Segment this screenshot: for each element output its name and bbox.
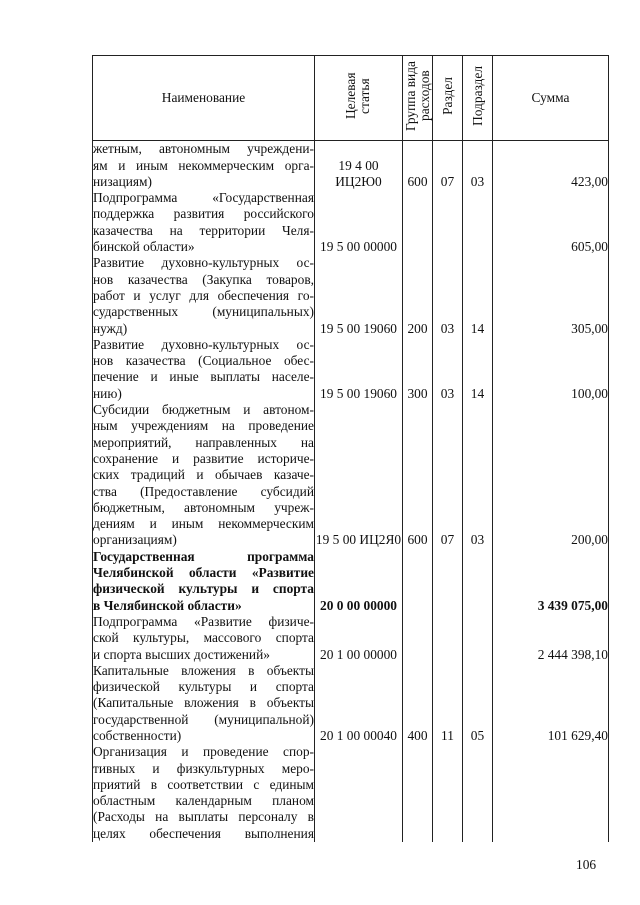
row-name-line: ства (Предоставление субсидий bbox=[93, 483, 314, 499]
row-name-line: нов казачества (Социальное обес- bbox=[93, 353, 314, 369]
row-section: 11 bbox=[433, 663, 463, 744]
row-target-article: 19 5 00 19060 bbox=[315, 337, 403, 402]
row-name-line: Подпрограмма «Развитие физиче- bbox=[93, 613, 314, 629]
header-target-article: Целевая статья bbox=[315, 56, 403, 141]
page-number: 106 bbox=[576, 857, 597, 872]
table-row bbox=[93, 549, 609, 614]
header-section: Раздел bbox=[433, 56, 463, 141]
row-subsection: 03 bbox=[463, 402, 493, 549]
row-section: 03 bbox=[433, 255, 463, 336]
table-row bbox=[93, 337, 609, 402]
row-name-line: нов казачества (Закупка товаров, bbox=[93, 271, 314, 287]
row-subsection bbox=[463, 549, 493, 614]
row-name-line: ным учреждениям на проведение bbox=[93, 418, 314, 434]
row-name-line: государственной (муниципальной) bbox=[93, 711, 314, 727]
row-name-line: областным календарным планом bbox=[93, 793, 314, 809]
row-section bbox=[433, 614, 463, 663]
row-name bbox=[93, 141, 315, 190]
table-row bbox=[93, 614, 609, 663]
row-sum: 2 444 398,10 bbox=[493, 614, 609, 663]
table-row bbox=[93, 402, 609, 549]
row-expense-group bbox=[403, 549, 433, 614]
row-name-line: Организация и проведение спор- bbox=[93, 744, 314, 760]
row-target-article: 19 4 00 ИЦ2Ю0 bbox=[315, 141, 403, 190]
row-name bbox=[93, 190, 315, 255]
row-sum: 3 439 075,00 bbox=[493, 549, 609, 614]
row-expense-group: 200 bbox=[403, 255, 433, 336]
row-subsection: 14 bbox=[463, 337, 493, 402]
row-sum: 200,00 bbox=[493, 402, 609, 549]
table-row bbox=[93, 190, 609, 255]
row-name-line: приятий в соответствии с единым bbox=[93, 776, 314, 792]
row-expense-group: 300 bbox=[403, 337, 433, 402]
row-name-line: физической культуры и спорта bbox=[93, 581, 314, 597]
row-name-line: мероприятий, направленных на bbox=[93, 434, 314, 450]
row-expense-group bbox=[403, 744, 433, 842]
row-name bbox=[93, 337, 315, 402]
header-subsection: Подраздел bbox=[463, 56, 493, 141]
row-name-line: (Капитальные вложения в объекты bbox=[93, 695, 314, 711]
row-target-article: 20 1 00 00040 bbox=[315, 663, 403, 744]
header-sum: Сумма bbox=[493, 56, 609, 141]
row-subsection: 14 bbox=[463, 255, 493, 336]
row-name bbox=[93, 549, 315, 614]
header-expense-group: Группа вида расходов bbox=[403, 56, 433, 141]
row-name-line: Подпрограмма «Государственная bbox=[93, 190, 314, 206]
row-name bbox=[93, 255, 315, 336]
row-name-line: физической культуры и спорта bbox=[93, 679, 314, 695]
row-name-line: сударственных (муниципальных) bbox=[93, 304, 314, 320]
table-row bbox=[93, 141, 609, 190]
row-name-line: организациям) bbox=[93, 532, 177, 548]
row-sum bbox=[493, 744, 609, 842]
row-name-line: ских традиций и обычаев казаче- bbox=[93, 467, 314, 483]
row-name-line: в Челябинской области» bbox=[93, 597, 242, 613]
row-name-line: (Расходы на выплаты персоналу в bbox=[93, 809, 314, 825]
row-section: 07 bbox=[433, 402, 463, 549]
budget-table bbox=[92, 55, 609, 842]
row-subsection bbox=[463, 190, 493, 255]
row-expense-group bbox=[403, 614, 433, 663]
row-section bbox=[433, 190, 463, 255]
table-row bbox=[93, 255, 609, 336]
row-name-line: печение и иные выплаты населе- bbox=[93, 369, 314, 385]
row-name-line: жетным, автономным учреждени- bbox=[93, 141, 314, 157]
header-name: Наименование bbox=[93, 56, 315, 141]
row-section bbox=[433, 549, 463, 614]
table-header-row bbox=[93, 56, 609, 141]
row-target-article: 19 5 00 19060 bbox=[315, 255, 403, 336]
row-name-line: тивных и физкультурных меро- bbox=[93, 760, 314, 776]
row-target-article bbox=[315, 744, 403, 842]
row-name-line: нужд) bbox=[93, 320, 128, 336]
row-expense-group: 600 bbox=[403, 141, 433, 190]
row-name bbox=[93, 614, 315, 663]
row-name-line: собственности) bbox=[93, 727, 182, 743]
row-sum: 305,00 bbox=[493, 255, 609, 336]
row-name-line: Развитие духовно-культурных ос- bbox=[93, 255, 314, 271]
row-name-line: дениям и иным некоммерческим bbox=[93, 516, 314, 532]
row-expense-group: 400 bbox=[403, 663, 433, 744]
row-name-line: Развитие духовно-культурных ос- bbox=[93, 336, 314, 352]
row-name-line: казачества на территории Челя- bbox=[93, 222, 314, 238]
row-sum: 101 629,40 bbox=[493, 663, 609, 744]
table-body bbox=[93, 141, 609, 842]
row-name-line: низациям) bbox=[93, 173, 152, 189]
row-target-article: 20 1 00 00000 bbox=[315, 614, 403, 663]
row-name-line: Челябинской области «Развитие bbox=[93, 565, 314, 581]
row-name-line: ям и иным некоммерческим орга- bbox=[93, 157, 314, 173]
row-subsection bbox=[463, 614, 493, 663]
table-row bbox=[93, 744, 609, 842]
row-expense-group: 600 bbox=[403, 402, 433, 549]
row-sum: 423,00 bbox=[493, 141, 609, 190]
row-sum: 605,00 bbox=[493, 190, 609, 255]
row-target-article: 20 0 00 00000 bbox=[315, 549, 403, 614]
row-section: 07 bbox=[433, 141, 463, 190]
row-name-line: бюджетным, автономным учреж- bbox=[93, 499, 314, 515]
row-subsection: 03 bbox=[463, 141, 493, 190]
row-name-line: сохранение и развитие историче- bbox=[93, 450, 314, 466]
row-subsection: 05 bbox=[463, 663, 493, 744]
row-name-line: бинской области» bbox=[93, 239, 195, 255]
row-name-line: ской культуры, массового спорта bbox=[93, 630, 314, 646]
row-name-line: Государственная программа bbox=[93, 548, 314, 564]
row-section bbox=[433, 744, 463, 842]
row-name-line: поддержка развития российского bbox=[93, 206, 314, 222]
row-name-line: Капитальные вложения в объекты bbox=[93, 662, 314, 678]
row-name-line: целях обеспечения выполнения bbox=[93, 825, 314, 841]
row-name-line: нию) bbox=[93, 385, 122, 401]
row-target-article: 19 5 00 00000 bbox=[315, 190, 403, 255]
row-sum: 100,00 bbox=[493, 337, 609, 402]
row-name-line: Субсидии бюджетным и автоном- bbox=[93, 402, 314, 418]
row-name bbox=[93, 744, 315, 842]
row-target-article: 19 5 00 ИЦ2Я0 bbox=[315, 402, 403, 549]
row-name-line: работ и услуг для обеспечения го- bbox=[93, 287, 314, 303]
row-section: 03 bbox=[433, 337, 463, 402]
row-subsection bbox=[463, 744, 493, 842]
table-row bbox=[93, 663, 609, 744]
row-name-line: и спорта высших достижений» bbox=[93, 646, 270, 662]
row-expense-group bbox=[403, 190, 433, 255]
row-name bbox=[93, 402, 315, 549]
row-name bbox=[93, 663, 315, 744]
